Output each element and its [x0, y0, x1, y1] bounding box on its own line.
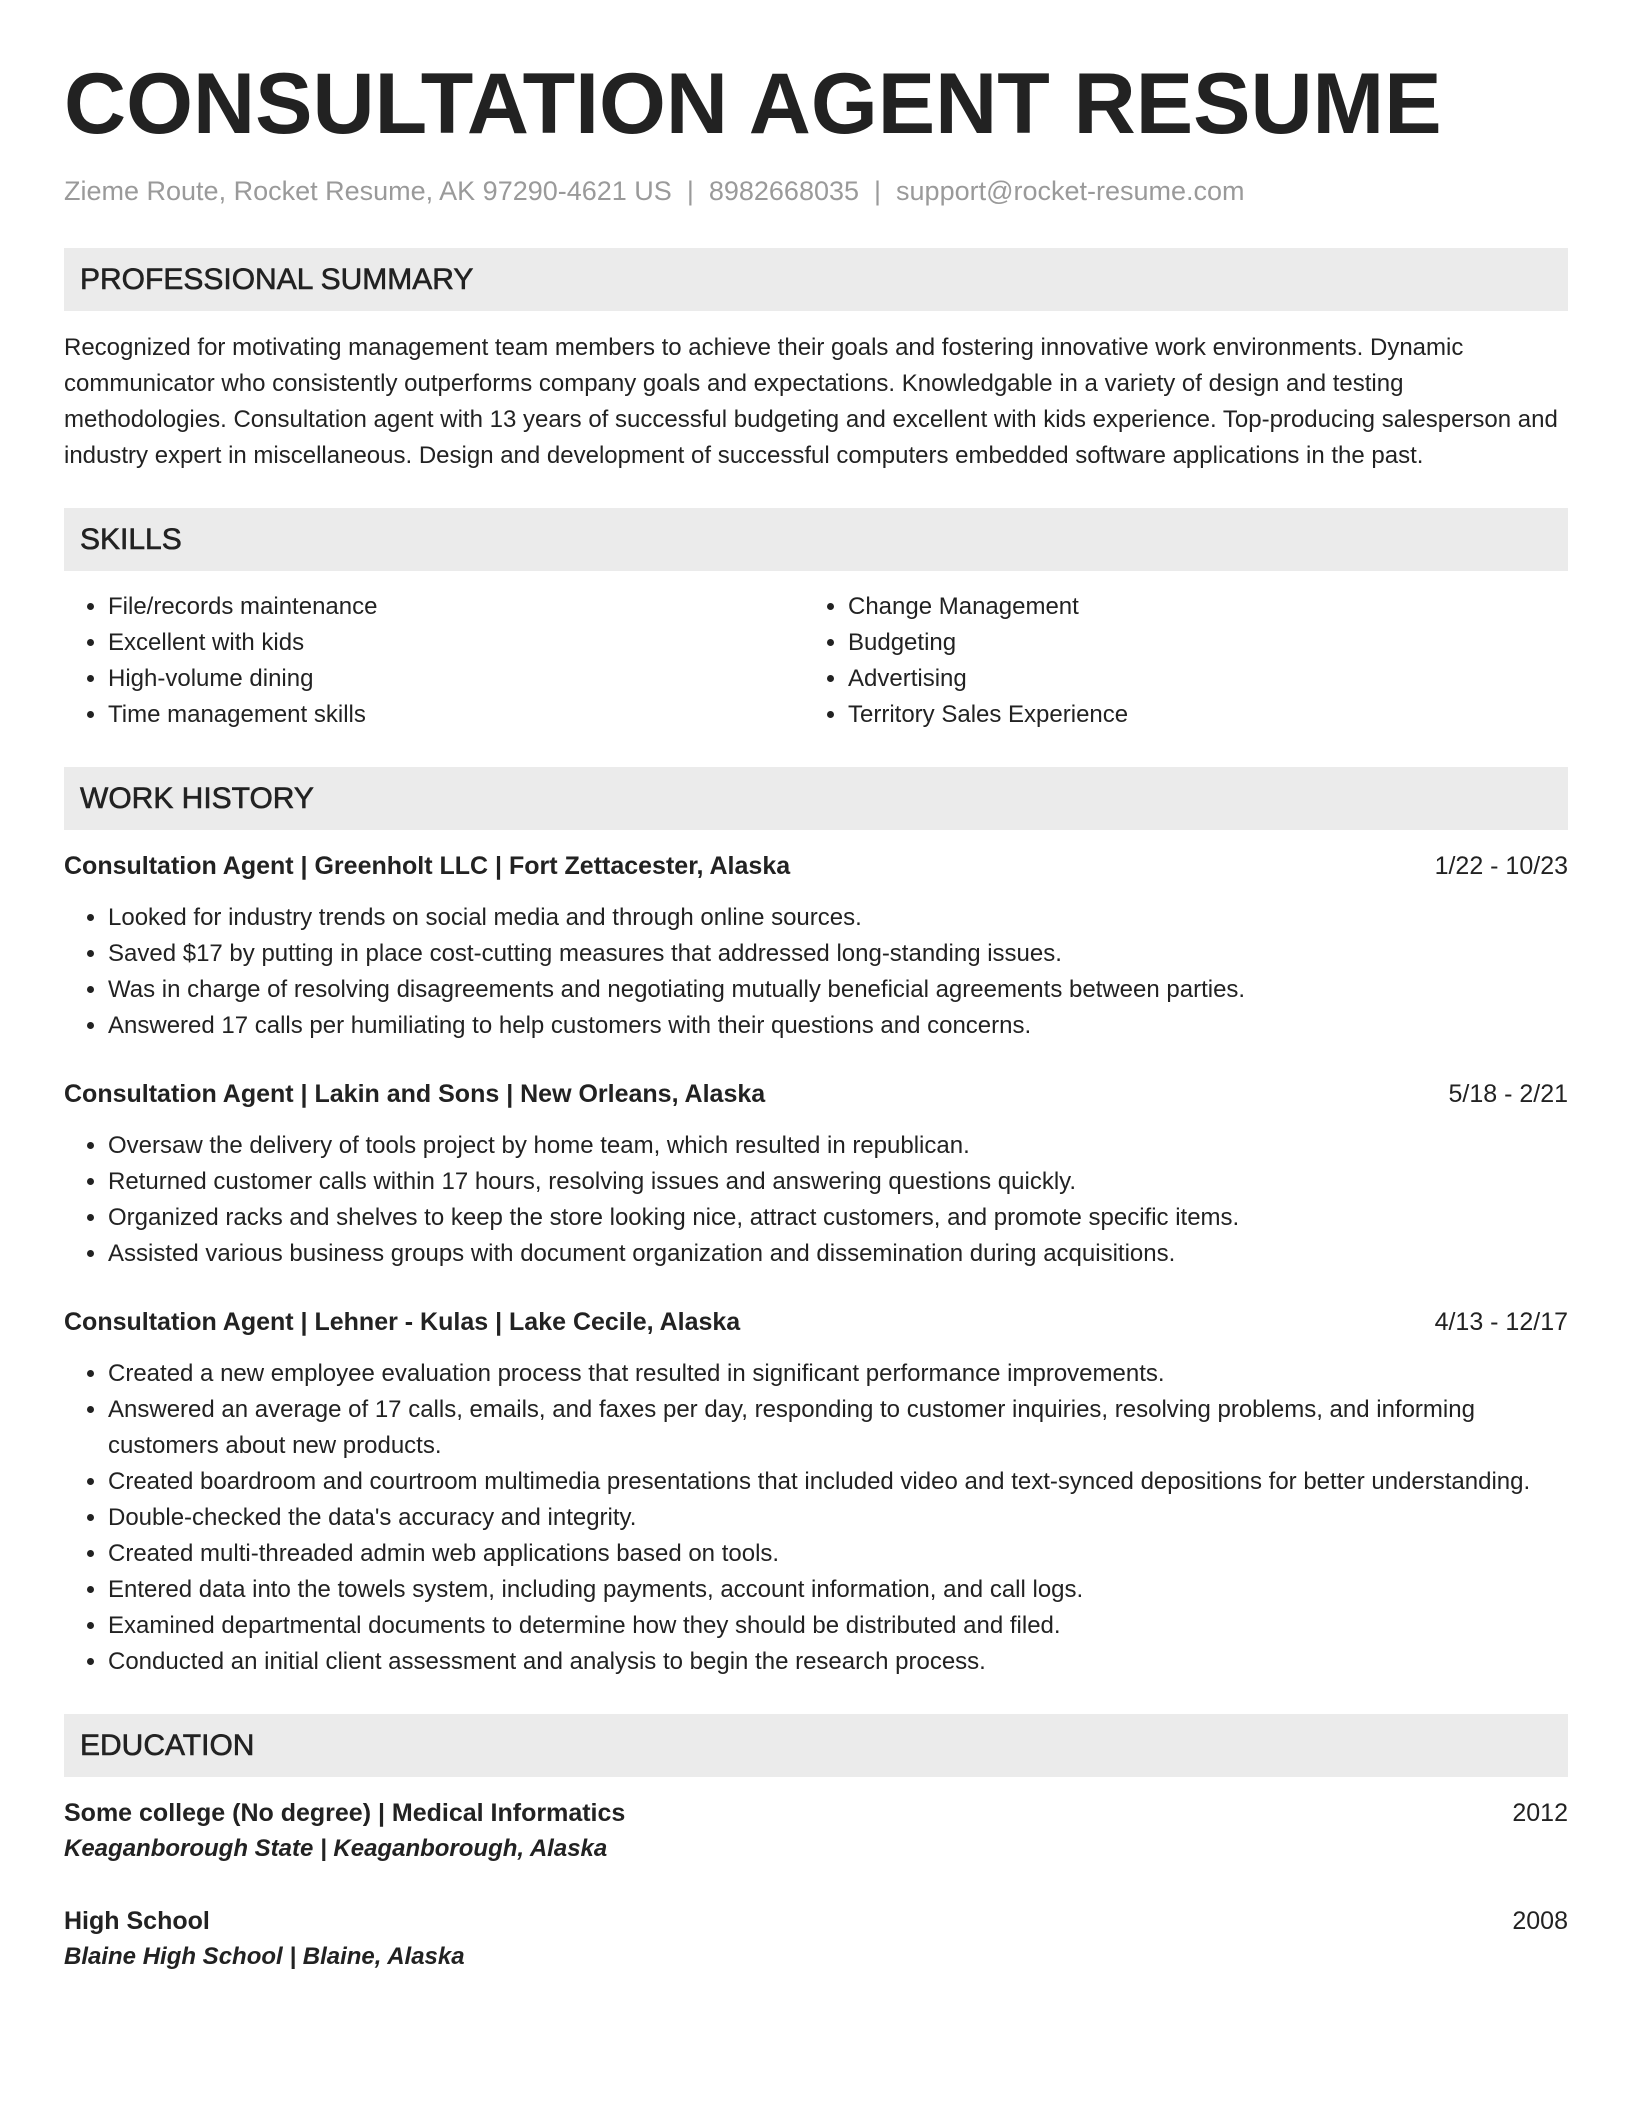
job-bullet: • Assisted various business groups with document organization and dissemination during acquisitions.: [108, 1236, 1568, 1272]
job-title: Consultation Agent | Lehner - Kulas | Lake Cecile, Alaska: [64, 1308, 741, 1336]
job-bullets: [64, 900, 1568, 1044]
job-entry: [64, 1076, 1568, 1272]
job-bullet: • Was in charge of resolving disagreements and negotiating mutually beneficial agreements between parties.: [108, 972, 1568, 1008]
section-heading-summary: PROFESSIONAL SUMMARY: [64, 248, 1568, 311]
section-heading-skills: SKILLS: [64, 508, 1568, 571]
job-header: [64, 1076, 1568, 1112]
skill-item: • Advertising: [848, 661, 1544, 697]
job-bullet: • Created multi-threaded admin web applications based on tools.: [108, 1536, 1568, 1572]
job-dates: 5/18 - 2/21: [1448, 1080, 1568, 1108]
job-entry: [64, 848, 1568, 1044]
education-entry: [64, 1795, 1568, 1867]
skill-item: • Change Management: [848, 589, 1544, 625]
section-heading-education: EDUCATION: [64, 1714, 1568, 1777]
job-header: [64, 1304, 1568, 1340]
job-bullet: • Created a new employee evaluation process that resulted in significant performance improvements.: [108, 1356, 1568, 1392]
education-degree: High School: [64, 1907, 210, 1935]
education-year: 2012: [1512, 1799, 1568, 1827]
skills-column-left: [64, 589, 804, 733]
skill-item: • Excellent with kids: [108, 625, 804, 661]
job-entry: [64, 1304, 1568, 1680]
job-bullet: • Conducted an initial client assessment and analysis to begin the research process.: [108, 1644, 1568, 1680]
job-header: [64, 848, 1568, 884]
job-dates: 1/22 - 10/23: [1434, 852, 1568, 880]
skills-column-right: [804, 589, 1544, 733]
job-bullet: • Entered data into the towels system, including payments, account information, and call logs.: [108, 1572, 1568, 1608]
contact-phone: 8982668035: [708, 176, 860, 206]
contact-email: support@rocket-resume.com: [896, 176, 1245, 206]
job-title: Consultation Agent | Lakin and Sons | New Orleans, Alaska: [64, 1080, 766, 1108]
education-year: 2008: [1512, 1907, 1568, 1935]
section-heading-work-history: WORK HISTORY: [64, 767, 1568, 830]
job-bullet: • Oversaw the delivery of tools project by home team, which resulted in republican.: [108, 1128, 1568, 1164]
job-bullet: • Created boardroom and courtroom multimedia presentations that included video and text-synced depositions for better understanding.: [108, 1464, 1568, 1500]
summary-text: Recognized for motivating management team members to achieve their goals and fostering innovative work environments. Dynamic communicator who consistently outperforms company goals and expectations. Knowledgable in a variety of design and testing methodologies. Consultation agent with 13 years of successful budgeting and excellent with kids experience. Top-producing salesperson and industry expert in miscellaneous. Design and development of successful computers embedded software applications in the past.: [64, 334, 1558, 469]
job-dates: 4/13 - 12/17: [1434, 1308, 1568, 1336]
skill-item: • Time management skills: [108, 697, 804, 733]
education-school: Blaine High School | Blaine, Alaska: [64, 1943, 465, 1970]
education-school: Keaganborough State | Keaganborough, Alaska: [64, 1835, 608, 1862]
job-bullet: • Looked for industry trends on social media and through online sources.: [108, 900, 1568, 936]
skills-list: [64, 589, 1568, 733]
job-bullet: • Answered 17 calls per humiliating to help customers with their questions and concerns.: [108, 1008, 1568, 1044]
skill-item: • Territory Sales Experience: [848, 697, 1544, 733]
education-header: [64, 1795, 1568, 1831]
skill-item: • File/records maintenance: [108, 589, 804, 625]
contact-separator: |: [874, 176, 882, 206]
contact-line: [64, 174, 1568, 208]
job-bullet: • Returned customer calls within 17 hours, resolving issues and answering questions quickly.: [108, 1164, 1568, 1200]
job-bullets: [64, 1128, 1568, 1272]
contact-address: Zieme Route, Rocket Resume, AK 97290-4621 US: [64, 176, 672, 206]
job-bullet: • Answered an average of 17 calls, emails, and faxes per day, responding to customer inquiries, resolving problems, and informing customers about new products.: [108, 1392, 1568, 1464]
job-bullet: • Saved $17 by putting in place cost-cutting measures that addressed long-standing issues.: [108, 936, 1568, 972]
education-entry: [64, 1903, 1568, 1975]
resume-title: CONSULTATION AGENT RESUME: [64, 56, 1442, 152]
job-bullet: • Examined departmental documents to determine how they should be distributed and filed.: [108, 1608, 1568, 1644]
skill-item: • Budgeting: [848, 625, 1544, 661]
job-bullet: • Organized racks and shelves to keep the store looking nice, attract customers, and promote specific items.: [108, 1200, 1568, 1236]
job-bullets: [64, 1356, 1568, 1680]
education-header: [64, 1903, 1568, 1939]
job-title: Consultation Agent | Greenholt LLC | Fort Zettacester, Alaska: [64, 852, 791, 880]
contact-separator: |: [686, 176, 694, 206]
education-degree: Some college (No degree) | Medical Informatics: [64, 1799, 626, 1827]
skill-item: • High-volume dining: [108, 661, 804, 697]
job-bullet: • Double-checked the data's accuracy and integrity.: [108, 1500, 1568, 1536]
